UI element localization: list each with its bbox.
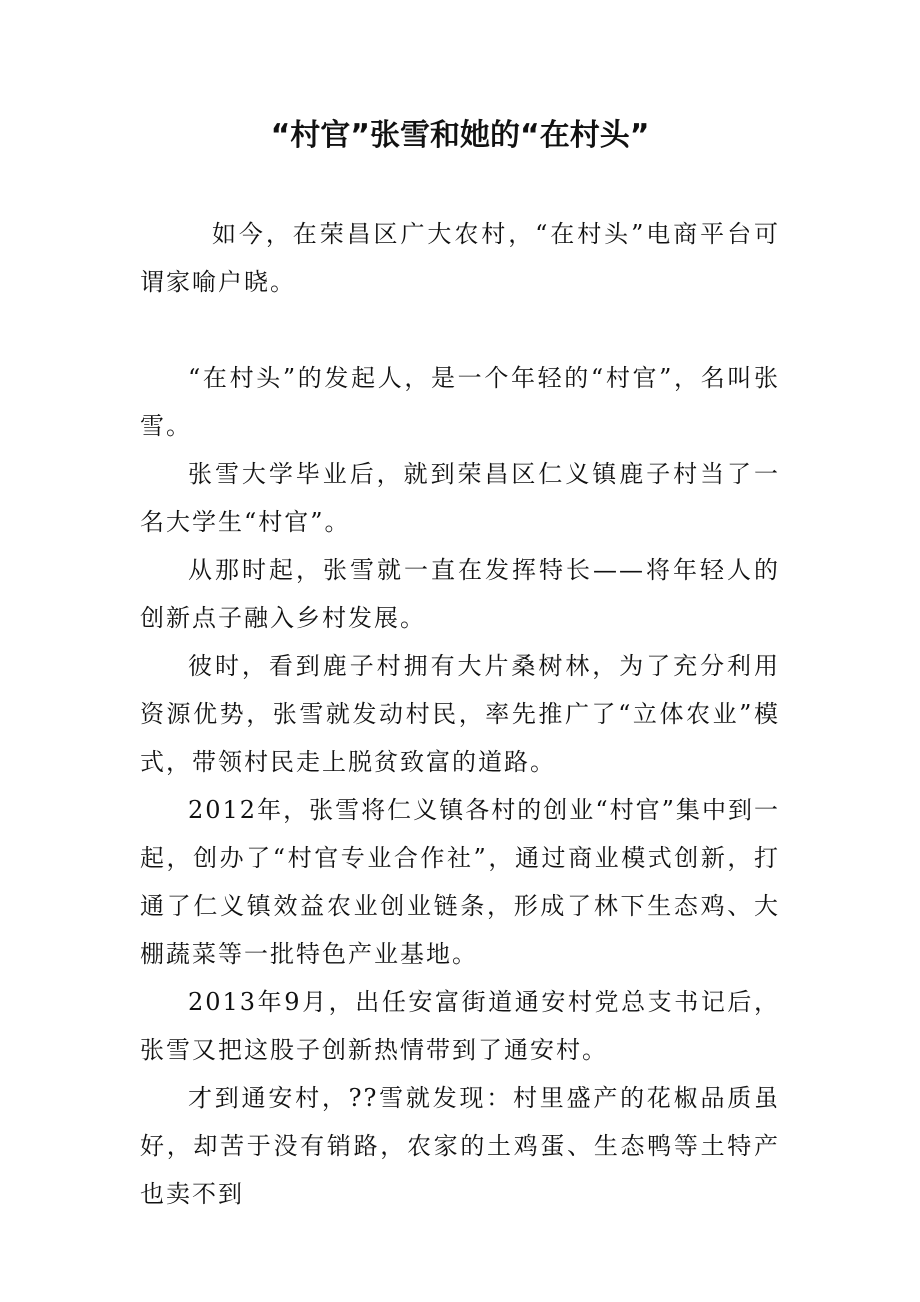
paragraph-7: 2013年9月，出任安富街道通安村党总支书记后，张雪又把这股子创新热情带到了通安村。 [140,988,780,1064]
paragraph-8: 才到通安村，??雪就发现：村里盛产的花椒品质虽好，却苦于没有销路，农家的土鸡蛋、生态鸭等土特产也卖不到 [140,1084,780,1208]
paragraph-4: 从那时起，张雪就一直在发挥特长——将年轻人的创新点子融入乡村发展。 [140,556,780,632]
paragraph-6: 2012年，张雪将仁义镇各村的创业“村官”集中到一起，创办了“村官专业合作社”，通过商业模式创新，打通了仁义镇效益农业创业链条，形成了林下生态鸡、大棚蔬菜等一批特色产业基地。 [140,796,780,968]
document-title: “村官”张雪和她的“在村头” [270,118,650,153]
paragraph-5: 彼时，看到鹿子村拥有大片桑树林，为了充分利用资源优势，张雪就发动村民，率先推广了“立体农业”模式，带领村民走上脱贫致富的道路。 [140,652,780,776]
paragraph-2: “在村头”的发起人，是一个年轻的“村官”，名叫张雪。 [140,364,780,440]
paragraph-spacer [140,306,780,354]
paragraph-3: 张雪大学毕业后，就到荣昌区仁义镇鹿子村当了一名大学生“村官”。 [140,460,780,536]
paragraph-1: 如今，在荣昌区广大农村，“在村头”电商平台可谓家喻户晓。 [140,220,780,296]
document-body [140,210,780,1218]
